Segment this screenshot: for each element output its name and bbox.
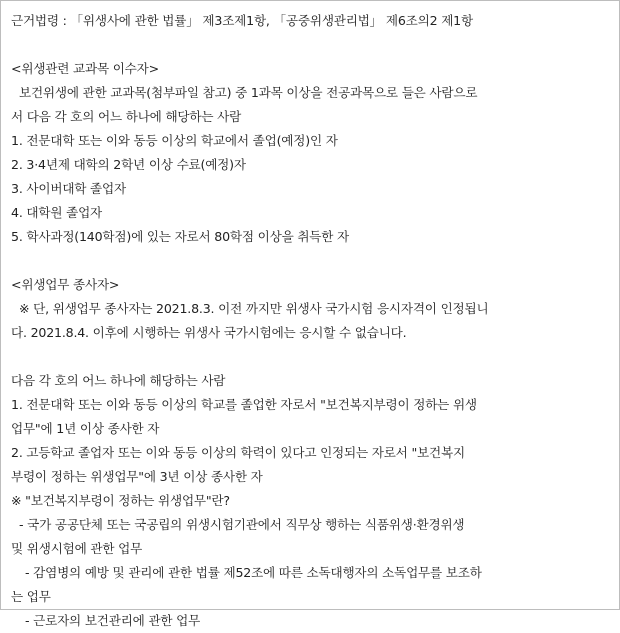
course-section-heading: <위생관련 교과목 이수자> (11, 61, 159, 76)
definition-item-2: - 감염병의 예방 및 관리에 관한 법률 제52조에 따른 소독대행자의 소독업무를 보조하 (25, 565, 482, 580)
document-body (11, 9, 613, 633)
legal-basis: 근거법령 : 「위생사에 관한 법률」 제3조제1항, 「공중위생관리법」 제6조의2 제1항 (11, 13, 473, 28)
worker-item-2-cont: 부령이 정하는 위생업무"에 3년 이상 종사한 자 (11, 469, 263, 484)
spacer (11, 33, 613, 57)
definition-item-1: - 국가 공공단체 또는 국공립의 위생시험기관에서 직무상 행하는 식품위생·환경위생 (19, 517, 465, 532)
course-item: 4. 대학원 졸업자 (11, 205, 103, 220)
definition-item-2-cont: 는 업무 (11, 589, 51, 604)
worker-item-2: 2. 고등학교 졸업자 또는 이와 동등 이상의 학력이 있다고 인정되는 자로서 "보건복지 (11, 445, 465, 460)
worker-criteria-intro: 다음 각 호의 어느 하나에 해당하는 사람 (11, 373, 226, 388)
course-item: 5. 학사과정(140학점)에 있는 자로서 80학점 이상을 취득한 자 (11, 229, 350, 244)
course-item: 3. 사이버대학 졸업자 (11, 181, 126, 196)
course-item: 2. 3·4년제 대학의 2학년 이상 수료(예정)자 (11, 157, 246, 172)
course-item: 1. 전문대학 또는 이와 동등 이상의 학교에서 졸업(예정)인 자 (11, 133, 338, 148)
worker-notice-cont: 다. 2021.8.4. 이후에 시행하는 위생사 국가시험에는 응시할 수 없습니다. (11, 325, 407, 340)
worker-item-1: 1. 전문대학 또는 이와 동등 이상의 학교를 졸업한 자로서 "보건복지부령이 정하는 위생 (11, 397, 477, 412)
definition-item-1-cont: 및 위생시험에 관한 업무 (11, 541, 143, 556)
worker-section-heading: <위생업무 종사자> (11, 277, 120, 292)
definition-item-3: - 근로자의 보건관리에 관한 업무 (25, 613, 201, 628)
course-section-intro: 보건위생에 관한 교과목(첨부파일 참고) 중 1과목 이상을 전공과목으로 들은 사람으로 (19, 85, 478, 100)
spacer (11, 249, 613, 273)
worker-item-1-cont: 업무"에 1년 이상 종사한 자 (11, 421, 160, 436)
worker-notice: ※ 단, 위생업무 종사자는 2021.8.3. 이전 까지만 위생사 국가시험 응시자격이 인정됩니 (19, 301, 489, 316)
spacer (11, 345, 613, 369)
definition-question: ※ "보건복지부령이 정하는 위생업무"란? (11, 493, 230, 508)
course-section-intro-cont: 서 다음 각 호의 어느 하나에 해당하는 사람 (11, 109, 242, 124)
